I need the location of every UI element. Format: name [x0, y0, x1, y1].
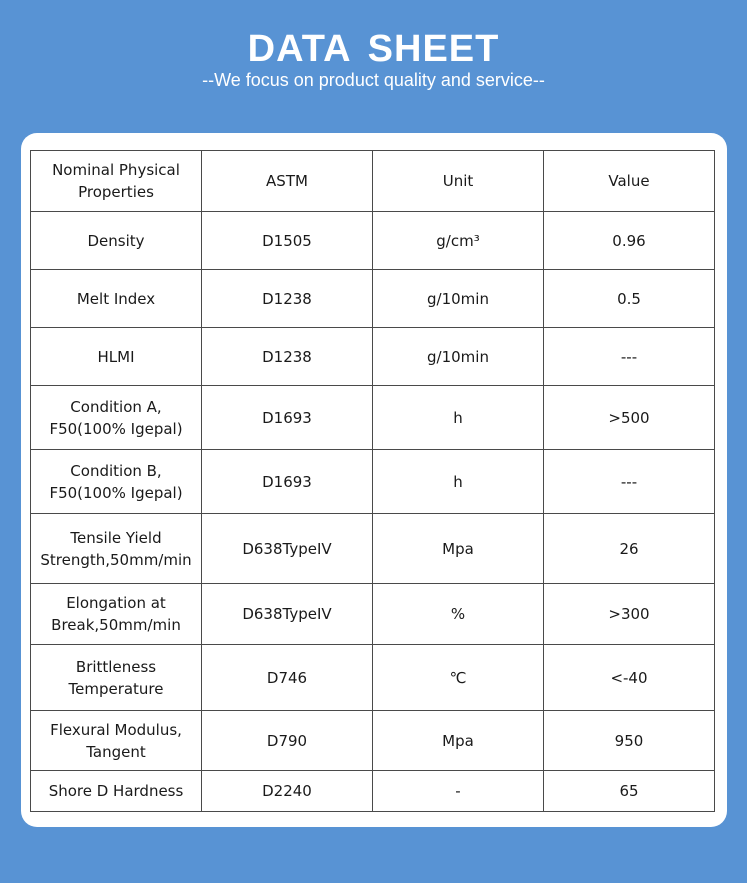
- cell-astm: D746: [202, 645, 373, 711]
- cell-value: 0.96: [544, 212, 715, 270]
- cell-unit: h: [373, 386, 544, 450]
- table-row: [31, 450, 715, 514]
- cell-value: >300: [544, 584, 715, 645]
- table-row: [31, 386, 715, 450]
- cell-property: HLMI: [31, 328, 202, 386]
- page-title: DATA SHEET: [247, 28, 500, 70]
- cell-value: 950: [544, 711, 715, 771]
- table-header-row: [31, 151, 715, 212]
- cell-unit: %: [373, 584, 544, 645]
- cell-unit: ℃: [373, 645, 544, 711]
- column-header-astm: ASTM: [202, 151, 373, 212]
- cell-value: ---: [544, 450, 715, 514]
- cell-value: 26: [544, 514, 715, 584]
- cell-unit: g/cm³: [373, 212, 544, 270]
- cell-astm: D638TypeIV: [202, 514, 373, 584]
- cell-property: Tensile Yield Strength,50mm/min: [31, 514, 202, 584]
- table-row: [31, 328, 715, 386]
- cell-unit: Mpa: [373, 711, 544, 771]
- cell-property: Condition B, F50(100% Igepal): [31, 450, 202, 514]
- cell-value: 0.5: [544, 270, 715, 328]
- cell-property: Condition A, F50(100% Igepal): [31, 386, 202, 450]
- cell-astm: D1693: [202, 450, 373, 514]
- column-header-property: Nominal Physical Properties: [31, 151, 202, 212]
- table-row: [31, 711, 715, 771]
- table-row: [31, 270, 715, 328]
- data-sheet-table: [30, 150, 715, 812]
- cell-unit: g/10min: [373, 328, 544, 386]
- cell-unit: h: [373, 450, 544, 514]
- column-header-unit: Unit: [373, 151, 544, 212]
- table-row: [31, 771, 715, 812]
- cell-property: Brittleness Temperature: [31, 645, 202, 711]
- cell-unit: g/10min: [373, 270, 544, 328]
- cell-astm: D1238: [202, 270, 373, 328]
- cell-unit: -: [373, 771, 544, 812]
- cell-property: Elongation at Break,50mm/min: [31, 584, 202, 645]
- cell-astm: D638TypeIV: [202, 584, 373, 645]
- cell-astm: D1693: [202, 386, 373, 450]
- table-row: [31, 584, 715, 645]
- cell-property: Melt Index: [31, 270, 202, 328]
- cell-property: Shore D Hardness: [31, 771, 202, 812]
- cell-unit: Mpa: [373, 514, 544, 584]
- table-row: [31, 645, 715, 711]
- cell-astm: D790: [202, 711, 373, 771]
- column-header-value: Value: [544, 151, 715, 212]
- table-row: [31, 212, 715, 270]
- cell-astm: D1238: [202, 328, 373, 386]
- cell-value: 65: [544, 771, 715, 812]
- table-row: [31, 514, 715, 584]
- page-subtitle: --We focus on product quality and service--: [202, 70, 545, 90]
- cell-astm: D2240: [202, 771, 373, 812]
- cell-value: >500: [544, 386, 715, 450]
- cell-property: Density: [31, 212, 202, 270]
- cell-value: <-40: [544, 645, 715, 711]
- cell-value: ---: [544, 328, 715, 386]
- cell-astm: D1505: [202, 212, 373, 270]
- cell-property: Flexural Modulus, Tangent: [31, 711, 202, 771]
